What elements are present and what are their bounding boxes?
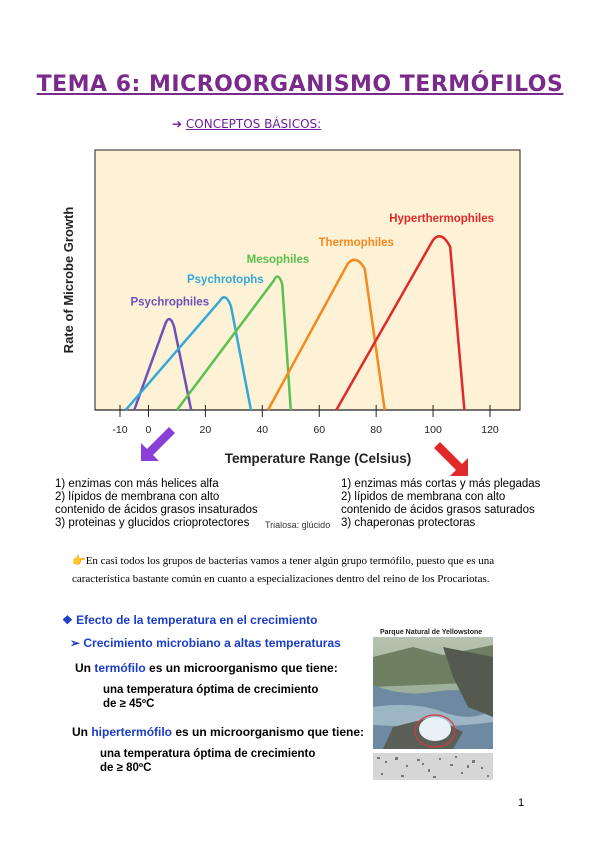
list-item: 3) chaperonas protectoras <box>341 517 476 529</box>
arrow-right-icon: ➔ <box>172 117 183 131</box>
paragraph-text: En casi todos los grupos de bacterias vamos a tener algún grupo termófilo, puesto que es una característica bastante común en cuanto a especializaciones dentro del reino de los Procariotas. <box>72 555 495 585</box>
thermophile-adaptations-list <box>341 478 540 530</box>
thermophile-definition <box>75 661 338 675</box>
def-text: es un microorganismo que tiene: <box>145 661 338 675</box>
page-number: 1 <box>518 797 525 809</box>
condition-line: de ≥ 80ºC <box>100 762 152 774</box>
thermophile-condition <box>103 683 318 711</box>
x-axis-label: Temperature Range (Celsius) <box>224 451 412 466</box>
y-axis-label: Rate of Microbe Growth <box>61 206 76 354</box>
series-label-psychrophiles: Psychrophiles <box>130 296 210 309</box>
series-label-hyperthermophiles: Hyperthermophiles <box>389 213 495 225</box>
hyperthermophile-definition <box>72 725 364 739</box>
subtitle-label: CONCEPTOS BÁSICOS: <box>185 117 322 131</box>
x-tick-label: -10 <box>112 424 128 436</box>
section-subtitle <box>172 117 321 131</box>
x-tick-label: 120 <box>481 424 499 436</box>
psychrophile-adaptations-list <box>55 478 258 530</box>
right-arrow-icon <box>432 440 472 480</box>
series-label-thermophiles: Thermophiles <box>318 236 394 249</box>
left-arrow-icon <box>137 425 177 465</box>
list-item: 1) enzimas más cortas y más plegadas <box>341 478 541 490</box>
yellowstone-hot-spring-photo <box>373 637 493 782</box>
list-item: 2) lípidos de membrana con alto <box>55 491 220 503</box>
list-item: 3) proteinas y glucidos crioprotectores <box>55 517 250 529</box>
list-item: 2) lípidos de membrana con alto <box>341 491 506 503</box>
series-label-psychrotophs: Psychrotophs <box>186 274 264 287</box>
def-text: es un microorganismo que tiene: <box>172 725 365 739</box>
x-tick-label: 80 <box>370 424 382 436</box>
pointing-hand-icon: 👉 <box>72 555 86 567</box>
def-text: Un <box>72 725 92 739</box>
page-title: TEMA 6: MICROORGANISMO TERMÓFILOS <box>36 72 564 97</box>
condition-line: de ≥ 45ºC <box>103 698 155 710</box>
intro-paragraph <box>72 552 542 588</box>
condition-line: una temperatura óptima de crecimiento <box>103 684 319 696</box>
hyperthermophile-keyword: hipertermófilo <box>91 725 173 739</box>
x-tick-label: 60 <box>313 424 326 436</box>
section-heading: ❖ Efecto de la temperatura en el crecimiento <box>62 613 318 627</box>
thermophile-keyword: termófilo <box>94 661 146 675</box>
x-tick-label: 20 <box>199 424 212 436</box>
list-item: 1) enzimas con más helices alfa <box>55 478 219 490</box>
series-label-mesophiles: Mesophiles <box>246 253 310 266</box>
hyperthermophile-condition <box>100 747 315 775</box>
temperature-growth-chart <box>55 145 525 470</box>
section-subheading: ➢ Crecimiento microbiano a altas temperaturas <box>70 636 341 650</box>
x-tick-label: 100 <box>424 424 442 436</box>
trehalosa-note: Trialosa: glúcido <box>265 520 331 530</box>
list-item: contenido de ácidos grasos saturados <box>341 504 535 516</box>
list-item: contenido de ácidos grasos insaturados <box>55 504 258 516</box>
x-tick-label: 0 <box>145 424 152 436</box>
def-text: Un <box>75 661 95 675</box>
photo-caption: Parque Natural de Yellowstone <box>380 629 483 636</box>
x-tick-label: 40 <box>256 424 269 436</box>
condition-line: una temperatura óptima de crecimiento <box>100 748 316 760</box>
